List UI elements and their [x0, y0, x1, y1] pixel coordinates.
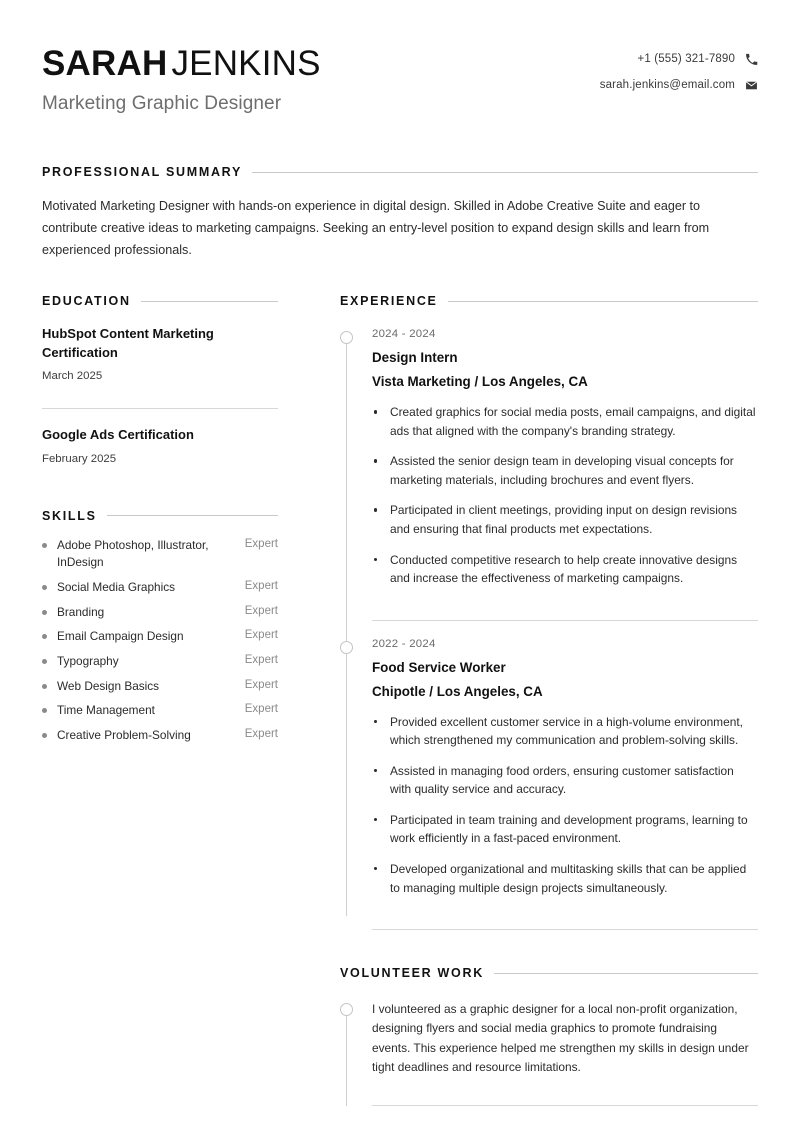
skill-name: Social Media Graphics — [57, 579, 176, 594]
page-title — [42, 44, 321, 83]
bullet-dot-icon — [42, 543, 47, 548]
skill-level: Expert — [244, 604, 278, 617]
skill-name: Web Design Basics — [57, 678, 160, 693]
skill-left — [42, 727, 245, 745]
experience-bullets — [372, 713, 758, 898]
list-item — [42, 604, 278, 622]
skill-level: Expert — [244, 629, 278, 642]
skill-left — [42, 537, 245, 572]
skill-level: Expert — [244, 579, 278, 592]
experience-timeline — [340, 328, 758, 930]
contact-email[interactable] — [600, 78, 758, 92]
job-title: Marketing Graphic Designer — [42, 93, 282, 115]
last-name: JENKINS — [171, 44, 321, 83]
list-item: Provided excellent customer service in a high-volume environment, which strengthened my communication and problem-solving skills. — [372, 713, 758, 750]
phone-number: +1 (555) 321-7890 — [637, 53, 735, 65]
experience-role: Design Intern — [372, 350, 458, 366]
volunteer-heading — [340, 966, 758, 980]
bullet-dot-icon — [42, 659, 47, 664]
skill-left — [42, 678, 245, 696]
skill-name: Branding — [57, 604, 105, 619]
right-column — [340, 294, 758, 1106]
envelope-icon — [744, 78, 758, 92]
experience-organization: Vista Marketing / Los Angeles, CA — [372, 374, 588, 390]
skill-level: Expert — [244, 678, 278, 691]
list-item — [42, 628, 278, 646]
skill-left — [42, 579, 245, 597]
heading-rule — [494, 973, 758, 974]
list-item — [42, 653, 278, 671]
experience-organization: Chipotle / Los Angeles, CA — [372, 683, 543, 699]
list-item — [42, 702, 278, 720]
list-item — [42, 537, 278, 572]
resume-header — [42, 36, 758, 115]
skill-name: Typography — [57, 653, 119, 668]
volunteer-separator — [372, 1105, 758, 1106]
experience-item — [340, 328, 758, 614]
experience-role: Food Service Worker — [372, 659, 506, 675]
list-item — [42, 678, 278, 696]
skills-heading — [42, 509, 278, 523]
body-columns — [42, 294, 758, 1106]
list-item: Developed organizational and multitasking skills that can be applied to managing multiple design projects simultaneously. — [372, 860, 758, 897]
volunteer-item — [340, 1000, 758, 1099]
education-title: HubSpot Content Marketing Certification — [42, 326, 214, 360]
experience-separator — [372, 620, 758, 621]
volunteer-timeline — [340, 1000, 758, 1106]
skill-name: Email Campaign Design — [57, 629, 184, 644]
education-date: March 2025 — [42, 370, 103, 383]
education-date: February 2025 — [42, 452, 117, 465]
left-column — [42, 294, 278, 752]
list-item: Created graphics for social media posts, email campaigns, and digital ads that aligned with the company's branding strategy. — [372, 403, 758, 440]
skill-name: Time Management — [57, 703, 155, 718]
timeline-dot-icon — [340, 641, 353, 654]
timeline-dot-icon — [340, 1003, 353, 1016]
list-item: Assisted in managing food orders, ensuring customer satisfaction with quality service and accuracy. — [372, 762, 758, 799]
summary-text: Motivated Marketing Designer with hands-on experience in digital design. Skilled in Adobe Creative Suite and eager to contribute creative ideas to marketing campaigns. Seeking an entry-level position to expand design skills and learn from experienced professionals. — [42, 199, 710, 257]
education-heading-label: EDUCATION — [42, 294, 131, 309]
skill-name: Creative Problem-Solving — [57, 728, 191, 743]
skill-left — [42, 628, 245, 646]
education-item — [42, 408, 278, 473]
section-skills — [42, 509, 278, 745]
skill-left — [42, 653, 245, 671]
experience-item — [340, 638, 758, 924]
skills-list — [42, 537, 278, 745]
skill-left — [42, 604, 245, 622]
experience-heading-label: EXPERIENCE — [340, 294, 438, 309]
section-experience — [340, 294, 758, 930]
skill-left — [42, 702, 245, 720]
skills-heading-label: SKILLS — [42, 508, 97, 523]
first-name: SARAH — [42, 44, 168, 83]
summary-heading — [42, 165, 758, 179]
list-item — [42, 579, 278, 597]
education-item — [42, 308, 278, 391]
education-title: Google Ads Certification — [42, 427, 194, 443]
contact-phone[interactable] — [600, 52, 758, 66]
bullet-dot-icon — [42, 684, 47, 689]
skill-name: Adobe Photoshop, Illustrator, InDesign — [57, 537, 209, 570]
skill-level: Expert — [244, 537, 278, 550]
timeline-dot-icon — [340, 331, 353, 344]
bullet-dot-icon — [42, 585, 47, 590]
list-item: Assisted the senior design team in developing visual concepts for marketing materials, including brochures and event flyers. — [372, 452, 758, 489]
skill-level: Expert — [244, 653, 278, 666]
bullet-dot-icon — [42, 634, 47, 639]
volunteer-text: I volunteered as a graphic designer for a local non-profit organization, designing flyers and social media graphics to promote fundraising events. This experience helped me strengthen my skills in design under tight deadlines and resource limitations. — [372, 1002, 749, 1074]
summary-heading-label: PROFESSIONAL SUMMARY — [42, 165, 242, 180]
experience-heading — [340, 294, 758, 308]
heading-rule — [448, 301, 758, 302]
experience-date: 2022 - 2024 — [372, 637, 436, 650]
identity-block — [42, 42, 321, 115]
bullet-dot-icon — [42, 610, 47, 615]
list-item: Conducted competitive research to help create innovative designs and increase the effectiveness of marketing campaigns. — [372, 551, 758, 588]
skill-level: Expert — [244, 728, 278, 741]
bullet-dot-icon — [42, 733, 47, 738]
phone-icon — [744, 52, 758, 66]
bullet-dot-icon — [42, 708, 47, 713]
section-professional-summary — [42, 165, 758, 261]
heading-rule — [107, 515, 278, 516]
heading-rule — [141, 301, 278, 302]
volunteer-heading-label: VOLUNTEER WORK — [340, 966, 484, 981]
section-volunteer-work — [340, 966, 758, 1106]
education-heading — [42, 294, 278, 308]
skill-level: Expert — [244, 703, 278, 716]
list-item — [42, 727, 278, 745]
heading-rule — [252, 172, 758, 173]
section-education — [42, 294, 278, 473]
experience-date: 2024 - 2024 — [372, 328, 436, 341]
experience-bullets — [372, 403, 758, 588]
experience-separator — [372, 929, 758, 930]
email-address: sarah.jenkins@email.com — [599, 79, 735, 91]
contact-block — [600, 42, 758, 104]
list-item: Participated in team training and development programs, learning to work efficiently in a fast-paced environment. — [372, 811, 758, 848]
list-item: Participated in client meetings, providing input on design revisions and ensuring that final products met expectations. — [372, 501, 758, 538]
